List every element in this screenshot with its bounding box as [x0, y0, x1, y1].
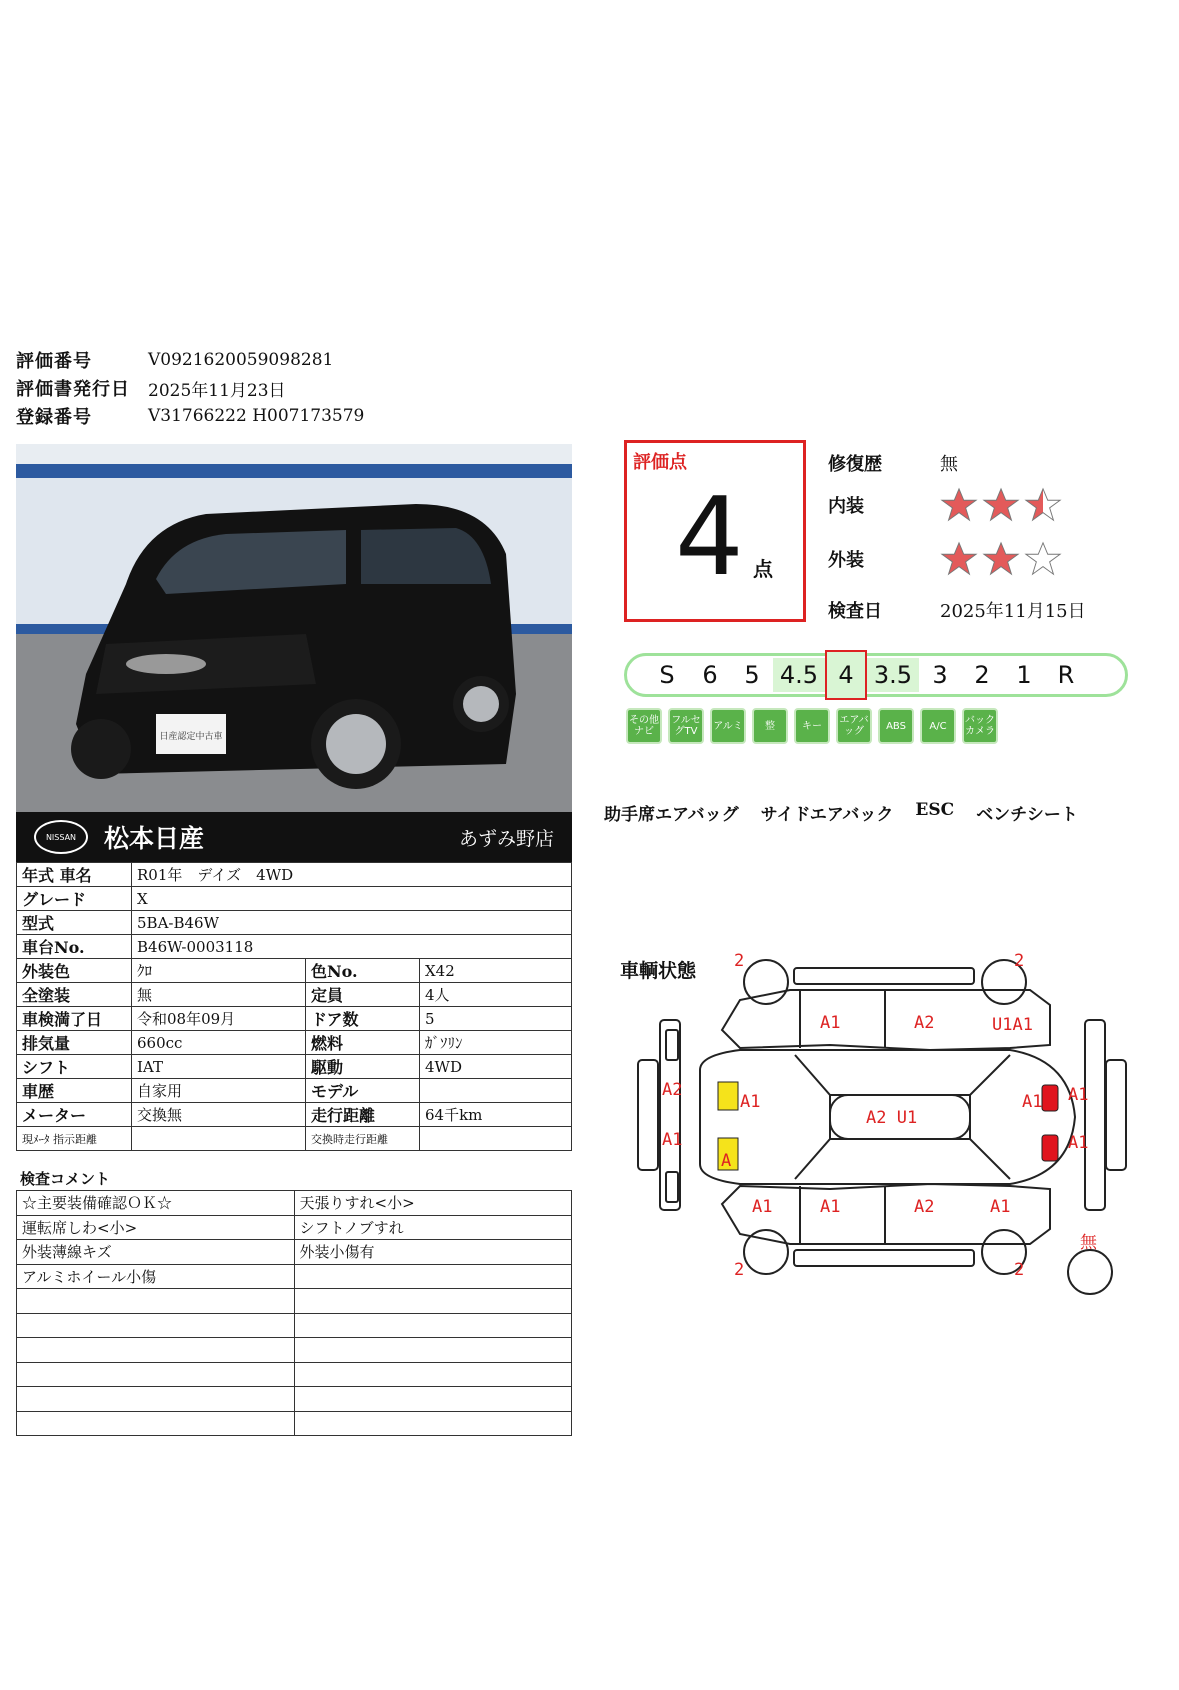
- inspect-date-row: [828, 597, 1086, 623]
- comment-cell: 天張りすれ<小>: [294, 1191, 572, 1216]
- spec-value: B46W-0003118: [132, 935, 572, 959]
- table-row: [17, 1215, 572, 1240]
- score-unit: 点: [753, 557, 773, 581]
- option-item: サイドエアバック: [760, 805, 894, 825]
- score-value: 4: [675, 475, 744, 600]
- repair-value: 無: [940, 454, 958, 475]
- table-row: [17, 1191, 572, 1216]
- table-row: [17, 1338, 572, 1363]
- spec-value: X42: [420, 959, 572, 983]
- spec-label: 排気量: [17, 1031, 132, 1055]
- scale-grade-R: R: [1057, 661, 1075, 689]
- repair-row: [828, 450, 958, 476]
- star-icon: [940, 540, 978, 578]
- mark-tire-rl: 2: [734, 1260, 745, 1280]
- car-photo: [16, 444, 572, 812]
- repair-label: 修復歴: [828, 454, 882, 475]
- issue-date: 2025年11月23日: [148, 380, 286, 401]
- comment-cell: [17, 1411, 295, 1436]
- mark-rear-right: A1: [1022, 1092, 1043, 1112]
- spec-label: グレード: [17, 887, 132, 911]
- table-row: [17, 1127, 572, 1151]
- document-header: [16, 346, 364, 430]
- exterior-stars: [940, 540, 1066, 578]
- mark-lower-4: A1: [990, 1197, 1011, 1217]
- spec-table: [16, 862, 572, 1151]
- option-item: ベンチシート: [976, 805, 1078, 825]
- mark-upper-right: U1A1: [992, 1015, 1033, 1035]
- equipment-icon: キー: [794, 708, 830, 744]
- equipment-icon: アルミ: [710, 708, 746, 744]
- interior-row: [828, 486, 1066, 524]
- equipment-icon: その他ナビ: [626, 708, 662, 744]
- exterior-label: 外装: [828, 550, 864, 571]
- comment-cell: 外装小傷有: [294, 1240, 572, 1265]
- dealer-banner: [16, 812, 572, 862]
- comment-cell: [294, 1411, 572, 1436]
- table-row: [17, 1055, 572, 1079]
- dealer-branch: あずみ野店: [458, 827, 554, 850]
- comment-cell: [17, 1338, 295, 1363]
- spec-value: 4WD: [420, 1055, 572, 1079]
- spare-tire: [1068, 1250, 1112, 1294]
- spec-label: 車歴: [17, 1079, 132, 1103]
- spec-value: R01年 デイズ 4WD: [132, 863, 572, 887]
- table-row: [17, 911, 572, 935]
- comments-title: 検査コメント: [20, 1170, 111, 1188]
- spec-value: 自家用: [132, 1079, 306, 1103]
- car-condition-diagram: [630, 950, 1130, 1320]
- score-label: 評価点: [633, 452, 687, 473]
- table-row: [17, 1031, 572, 1055]
- option-list: [604, 800, 1078, 825]
- inspect-date: 2025年11月15日: [940, 601, 1086, 622]
- spec-value: 660cc: [132, 1031, 306, 1055]
- table-row: [17, 1289, 572, 1314]
- spec-value: 5: [420, 1007, 572, 1031]
- mark-lower-2: A1: [820, 1197, 841, 1217]
- scale-grade-1: 1: [1016, 661, 1032, 689]
- spec-label: メーター: [17, 1103, 132, 1127]
- registration-row: [16, 402, 364, 430]
- table-row: [17, 1411, 572, 1436]
- spec-value: ｸﾛ: [132, 959, 306, 983]
- table-row: [17, 1079, 572, 1103]
- inspect-date-label: 検査日: [828, 601, 882, 622]
- star-icon: [1024, 540, 1062, 578]
- mark-side-right-lower: A1: [1068, 1133, 1089, 1153]
- table-row: [17, 1007, 572, 1031]
- option-item: ESC: [915, 800, 955, 820]
- exterior-row: [828, 540, 1066, 578]
- mark-tire-rr: 2: [1014, 1260, 1025, 1280]
- mark-side-right-upper: A1: [1068, 1085, 1089, 1105]
- spec-label: 型式: [17, 911, 132, 935]
- spec-label: 走行距離: [306, 1103, 420, 1127]
- table-row: [17, 959, 572, 983]
- interior-stars: [940, 486, 1066, 524]
- spec-label: 定員: [306, 983, 420, 1007]
- equipment-icon: A/C: [920, 708, 956, 744]
- mark-side-left-lower: A1: [662, 1130, 683, 1150]
- mark-hood-left: A1: [740, 1092, 761, 1112]
- equipment-icons: [626, 708, 998, 744]
- table-row: [17, 1264, 572, 1289]
- comment-cell: ☆主要装備確認ＯＫ☆: [17, 1191, 295, 1216]
- scale-grade-3: 3: [932, 661, 948, 689]
- mark-door-upper-2: A2: [914, 1013, 935, 1033]
- spec-label: ドア数: [306, 1007, 420, 1031]
- mark-lower-3: A2: [914, 1197, 935, 1217]
- table-row: [17, 863, 572, 887]
- mark-lower-1: A1: [752, 1197, 773, 1217]
- spec-label: 全塗装: [17, 983, 132, 1007]
- spec-value: 5BA-B46W: [132, 911, 572, 935]
- mark-glass: A: [721, 1151, 732, 1171]
- equipment-icon: 整: [752, 708, 788, 744]
- lamp-highlight-upper: [1042, 1085, 1058, 1111]
- registration-label: 登録番号: [16, 407, 92, 428]
- table-row: [17, 1313, 572, 1338]
- comment-cell: シフトノブすれ: [294, 1215, 572, 1240]
- scale-grade-S: S: [659, 661, 675, 689]
- spec-label: 車検満了日: [17, 1007, 132, 1031]
- grade-scale: [624, 653, 1128, 697]
- spec-label: 交換時走行距離: [306, 1127, 420, 1151]
- comment-cell: アルミホイール小傷: [17, 1264, 295, 1289]
- equipment-icon: バックカメラ: [962, 708, 998, 744]
- spec-value: IAT: [132, 1055, 306, 1079]
- mark-roof: A2 U1: [866, 1108, 918, 1128]
- spec-value: 令和08年09月: [132, 1007, 306, 1031]
- spec-label: 車台No.: [17, 935, 132, 959]
- scale-grade-2: 2: [974, 661, 990, 689]
- table-row: [17, 935, 572, 959]
- dealer-name: 松本日産: [104, 824, 205, 853]
- comment-cell: [17, 1289, 295, 1314]
- option-item: 助手席エアバッグ: [604, 805, 739, 825]
- comment-cell: [294, 1338, 572, 1363]
- comment-cell: [17, 1362, 295, 1387]
- nissan-logo: NISSAN: [34, 820, 88, 854]
- spec-value: 無: [132, 983, 306, 1007]
- spec-value: [420, 1127, 572, 1151]
- registration-number: V31766222 H007173579: [148, 406, 365, 426]
- spec-label: モデル: [306, 1079, 420, 1103]
- plate-text: 日産認定中古車: [159, 732, 223, 742]
- issue-date-label: 評価書発行日: [16, 379, 130, 400]
- mark-side-left-upper: A2: [662, 1080, 683, 1100]
- table-row: [17, 1240, 572, 1265]
- lamp-highlight-lower: [1042, 1135, 1058, 1161]
- comment-cell: [294, 1289, 572, 1314]
- spec-value: X: [132, 887, 572, 911]
- scale-grade-3-5: 3.5: [867, 658, 919, 692]
- issue-date-row: [16, 374, 364, 402]
- spec-value: [132, 1127, 306, 1151]
- star-icon: [940, 486, 978, 524]
- interior-label: 内装: [828, 496, 864, 517]
- diagram-title: 車輌状態: [620, 960, 697, 982]
- star-icon: [982, 540, 1020, 578]
- mark-door-upper-1: A1: [820, 1013, 841, 1033]
- eval-number-label: 評価番号: [16, 351, 92, 372]
- table-row: [17, 983, 572, 1007]
- comment-cell: [17, 1387, 295, 1412]
- equipment-icon: ABS: [878, 708, 914, 744]
- table-row: [17, 1103, 572, 1127]
- comment-cell: 運転席しわ<小>: [17, 1215, 295, 1240]
- equipment-icon: エアバッグ: [836, 708, 872, 744]
- spec-label: シフト: [17, 1055, 132, 1079]
- spec-value: 64千km: [420, 1103, 572, 1127]
- mark-spare: 無: [1080, 1233, 1097, 1253]
- spec-label: 年式 車名: [17, 863, 132, 887]
- comments-table: [16, 1190, 572, 1436]
- comment-cell: 外装薄線キズ: [17, 1240, 295, 1265]
- mark-tire-fl: 2: [734, 951, 745, 971]
- scale-grade-4: 4: [825, 650, 867, 700]
- spec-label: 現ﾒｰﾀ 指示距離: [17, 1127, 132, 1151]
- comment-cell: [294, 1264, 572, 1289]
- equipment-icon: フルセグTV: [668, 708, 704, 744]
- comment-cell: [294, 1313, 572, 1338]
- comment-cell: [294, 1387, 572, 1412]
- scale-grade-6: 6: [702, 661, 718, 689]
- windshield-highlight: [718, 1082, 738, 1110]
- comment-cell: [17, 1313, 295, 1338]
- comment-cell: [294, 1362, 572, 1387]
- scale-grade-4-5: 4.5: [773, 658, 825, 692]
- spec-label: 燃料: [306, 1031, 420, 1055]
- table-row: [17, 1387, 572, 1412]
- spec-label: 外装色: [17, 959, 132, 983]
- star-icon: [982, 486, 1020, 524]
- table-row: [17, 887, 572, 911]
- score-box: [624, 440, 806, 622]
- eval-number-row: [16, 346, 364, 374]
- spec-label: 駆動: [306, 1055, 420, 1079]
- spec-value: ｶﾞｿﾘﾝ: [420, 1031, 572, 1055]
- eval-number: V0921620059098281: [148, 350, 334, 370]
- table-row: [17, 1362, 572, 1387]
- star-icon: [1024, 486, 1062, 524]
- mark-tire-fr: 2: [1014, 951, 1025, 971]
- spec-label: 色No.: [306, 959, 420, 983]
- scale-grade-5: 5: [744, 661, 760, 689]
- spec-value: 交換無: [132, 1103, 306, 1127]
- spec-value: [420, 1079, 572, 1103]
- spec-value: 4人: [420, 983, 572, 1007]
